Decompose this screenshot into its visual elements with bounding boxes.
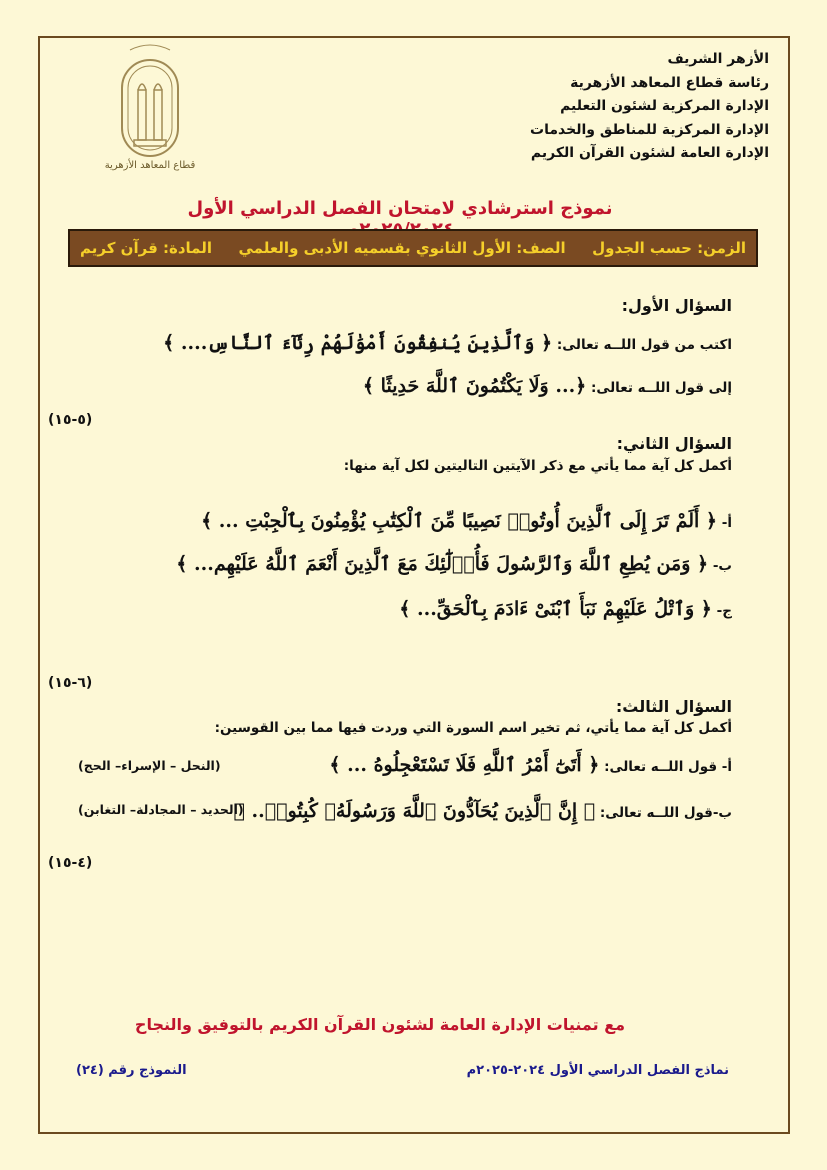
closing-wish: مع تمنيات الإدارة العامة لشئون القرآن الكريم بالتوفيق والنجاح bbox=[134, 1015, 626, 1034]
question-2-heading: السؤال الثاني: bbox=[616, 434, 732, 453]
header-line: رئاسة قطاع المعاهد الأزهرية bbox=[570, 74, 769, 91]
question-3-item-b-options: (الحديد – المجادلة– التغابن) bbox=[78, 802, 244, 817]
question-3-item-b bbox=[234, 800, 732, 822]
question-3-heading: السؤال الثالث: bbox=[615, 697, 732, 716]
question-1-to-line bbox=[363, 375, 732, 397]
header-line: الإدارة المركزية للمناطق والخدمات bbox=[530, 121, 769, 138]
question-3-item-a-options: (النحل – الإسراء– الحج) bbox=[78, 758, 221, 773]
question-2-item-c bbox=[399, 598, 732, 620]
logo-caption: قطاع المعاهد الأزهرية bbox=[104, 160, 196, 171]
quran-verse: ﴿ وَمَن يُطِعِ ٱللَّهَ وَٱلرَّسُولَ فَأُو۟لَٰٓئِكَ مَعَ ٱلَّذِينَ أَنْعَمَ ٱللَّهُ عَلَيْهِم... ﴾ bbox=[176, 553, 709, 575]
quran-verse: ﴿ وَٱتْلُ عَلَيْهِمْ نَبَأَ ٱبْنَىْ ءَادَمَ بِٱلْحَقِّ... ﴾ bbox=[399, 598, 712, 620]
from-label: اكتب من قول اللــه تعالى: bbox=[556, 337, 732, 353]
header-line: الإدارة المركزية لشئون التعليم bbox=[560, 98, 769, 114]
item-prefix: ب- bbox=[712, 558, 732, 574]
quran-verse: ﴿ أَلَمْ تَرَ إِلَى ٱلَّذِينَ أُوتُوا۟ نَصِيبًا مِّنَ ٱلْكِتَٰبِ يُؤْمِنُونَ بِٱلْجِبْتِ ... ﴾ bbox=[201, 510, 718, 532]
question-3-item-a bbox=[329, 754, 732, 776]
model-number: النموذج رقم (٢٤) bbox=[76, 1063, 187, 1078]
subject-label: المادة: قرآن كريم bbox=[80, 239, 213, 257]
item-prefix: ج- bbox=[716, 603, 732, 619]
quran-verse: ﴿ إِنَّ ٱلَّذِينَ يُحَآدُّونَ ٱللَّهَ وَرَسُولَهُۥ كُبِتُوا۟.. ﴾ bbox=[233, 800, 596, 822]
question-2-item-a bbox=[201, 510, 732, 532]
item-prefix: أ- bbox=[721, 515, 732, 531]
time-label: الزمن: حسب الجدول bbox=[592, 239, 746, 257]
header-line: الإدارة العامة لشئون القرآن الكريم bbox=[530, 145, 769, 161]
question-1-heading: السؤال الأول: bbox=[621, 296, 732, 315]
to-label: إلى قول اللــه تعالى: bbox=[591, 380, 732, 396]
institution-header bbox=[530, 48, 769, 166]
question-2-marks: (٦-١٥) bbox=[48, 675, 93, 691]
item-label: ب-قول اللــه تعالى: bbox=[599, 805, 732, 821]
question-1-from-line bbox=[163, 332, 732, 354]
question-1-marks: (٥-١٥) bbox=[48, 412, 93, 428]
semester-label: نماذج الفصل الدراسي الأول ٢٠٢٤-٢٠٢٥م bbox=[466, 1063, 729, 1078]
exam-title: نموذج استرشادي لامتحان الفصل الدراسي الأول bbox=[187, 198, 613, 219]
question-2-item-b bbox=[176, 553, 732, 575]
quran-verse: ﴿ وَٱلَّذِينَ يُنفِقُونَ أَمْوَٰلَهُمْ رِئَآءَ ٱلنَّاسِ.... ﴾ bbox=[163, 332, 553, 354]
question-2-instruction: أكمل كل آية مما يأتي مع ذكر الآيتين التاليتين لكل آية منها: bbox=[343, 458, 732, 474]
quran-verse: ﴿ أَتَىٰٓ أَمْرُ ٱللَّهِ فَلَا تَسْتَعْجِلُوهُ ... ﴾ bbox=[329, 754, 600, 776]
exam-info-bar bbox=[68, 229, 758, 267]
question-3-instruction: أكمل كل آية مما يأتي، ثم تخير اسم السورة التي وردت فيها مما بين القوسين: bbox=[214, 720, 732, 736]
header-line: الأزهر الشريف bbox=[667, 51, 769, 67]
grade-label: الصف: الأول الثانوي بقسميه الأدبى والعلمي bbox=[238, 239, 566, 257]
question-3-marks: (٤-١٥) bbox=[48, 855, 93, 871]
item-label: أ- قول اللــه تعالى: bbox=[604, 759, 732, 775]
quran-verse: ﴿... وَلَا يَكْتُمُونَ ٱللَّهَ حَدِيثًا ﴾ bbox=[362, 375, 587, 397]
